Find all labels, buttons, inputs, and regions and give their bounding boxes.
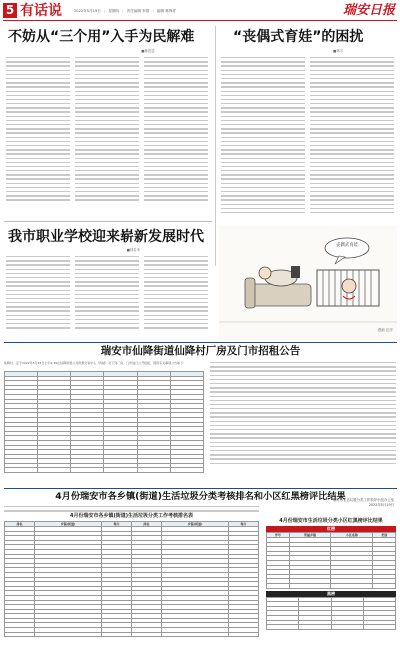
left-table [4, 513, 259, 637]
designer: 编辑 林锋祥 [156, 9, 177, 13]
left-header-town-1: 乡镇(街道) [34, 522, 101, 527]
article-1 [4, 28, 212, 223]
left-header-rank-1: 排名 [5, 522, 35, 527]
issue-date: 2022年5月19日 [74, 9, 101, 13]
editor: 责任编辑 李群 [126, 9, 150, 13]
article-3-column-1 [6, 256, 70, 334]
issue-weekday: 星期四 [108, 9, 120, 13]
right-header-category: 类别 [373, 533, 396, 538]
article-1-column-3 [144, 57, 208, 205]
article-1-byline: ■林语廷 [141, 49, 155, 53]
article-3-column-3 [144, 256, 208, 334]
masthead-logo: 瑞安日报 [342, 3, 395, 18]
article-2-byline: ■林宇 [333, 49, 343, 53]
article-3-title: 我市职业学校迎来崭新发展时代 [8, 229, 204, 245]
notice-1-table [4, 371, 204, 473]
right-header-index: 序号 [267, 533, 290, 538]
header-meta: 2022年5月19日 | 星期四 | 责任编辑 李群 | 编辑 林锋祥 [74, 9, 177, 13]
notice-1-terms [210, 362, 396, 466]
cartoon [219, 226, 397, 340]
article-1-title: 不妨从“三个用”入手为民解难 [8, 29, 195, 45]
notice-2-title: 4月份瑞安市各乡镇(街道)生活垃圾分类考核排名和小区红黑榜评比结果 [55, 491, 346, 502]
left-header-score-1: 得分 [102, 522, 132, 527]
right-header-town: 所属乡镇 [289, 533, 331, 538]
section-rule [4, 342, 397, 343]
article-2 [219, 28, 397, 223]
cartoon-credit: 漫画 汪洋 [377, 328, 393, 332]
article-3-byline: ■林若禾 [126, 248, 140, 252]
section-title: 有话说 [20, 3, 62, 19]
page-number: 5 [5, 3, 15, 17]
left-header-town-2: 乡镇(街道) [161, 522, 228, 527]
article-2-column-2 [310, 57, 394, 217]
right-header-community: 小区名称 [331, 533, 373, 538]
column-divider [215, 26, 216, 266]
red-list-label: 红榜 [266, 526, 396, 532]
right-table-title: 4月份瑞安市生活垃圾分类小区红黑榜评比结果 [279, 518, 383, 524]
footer-date: 2022年5月19日 [368, 502, 394, 507]
left-table-title: 4月份瑞安市各乡镇(街道)生活垃圾分类工作考核排名表 [69, 513, 194, 519]
notice-1-intro: 仙降村、定于2022年5月26日上午9:30在仙降街道公共资源交易中心（四楼）对下列厂房、门市进行公开招租，现将有关事项公告如下： [4, 361, 187, 365]
footer-issuer: 瑞安市生活垃圾分类工作领导小组办公室 [332, 498, 394, 502]
notice-2-intro [4, 506, 259, 512]
header-rule [3, 20, 397, 21]
article-2-title: “丧偶式育娃”的困扰 [233, 29, 364, 45]
left-header-rank-2: 排名 [131, 522, 161, 527]
article-1-column-1 [6, 57, 70, 205]
cartoon-illustration [219, 226, 397, 340]
article-2-column-1 [221, 57, 305, 217]
notice-1 [4, 344, 397, 486]
footer-note [266, 498, 394, 507]
article-3-column-2 [75, 256, 139, 334]
right-table [266, 518, 396, 630]
notice-2 [4, 490, 397, 654]
article-3 [4, 228, 212, 338]
notice-1-title: 瑞安市仙降街道仙降村厂房及门市招租公告 [100, 345, 301, 357]
left-header-score-2: 得分 [229, 522, 259, 527]
page-header [0, 0, 400, 22]
section-rule [4, 488, 397, 489]
article-1-column-2 [75, 57, 139, 205]
article-separator [4, 221, 212, 222]
black-list-label: 黑榜 [266, 591, 396, 597]
cartoon-caption: 丧偶式育娃 [336, 243, 358, 248]
